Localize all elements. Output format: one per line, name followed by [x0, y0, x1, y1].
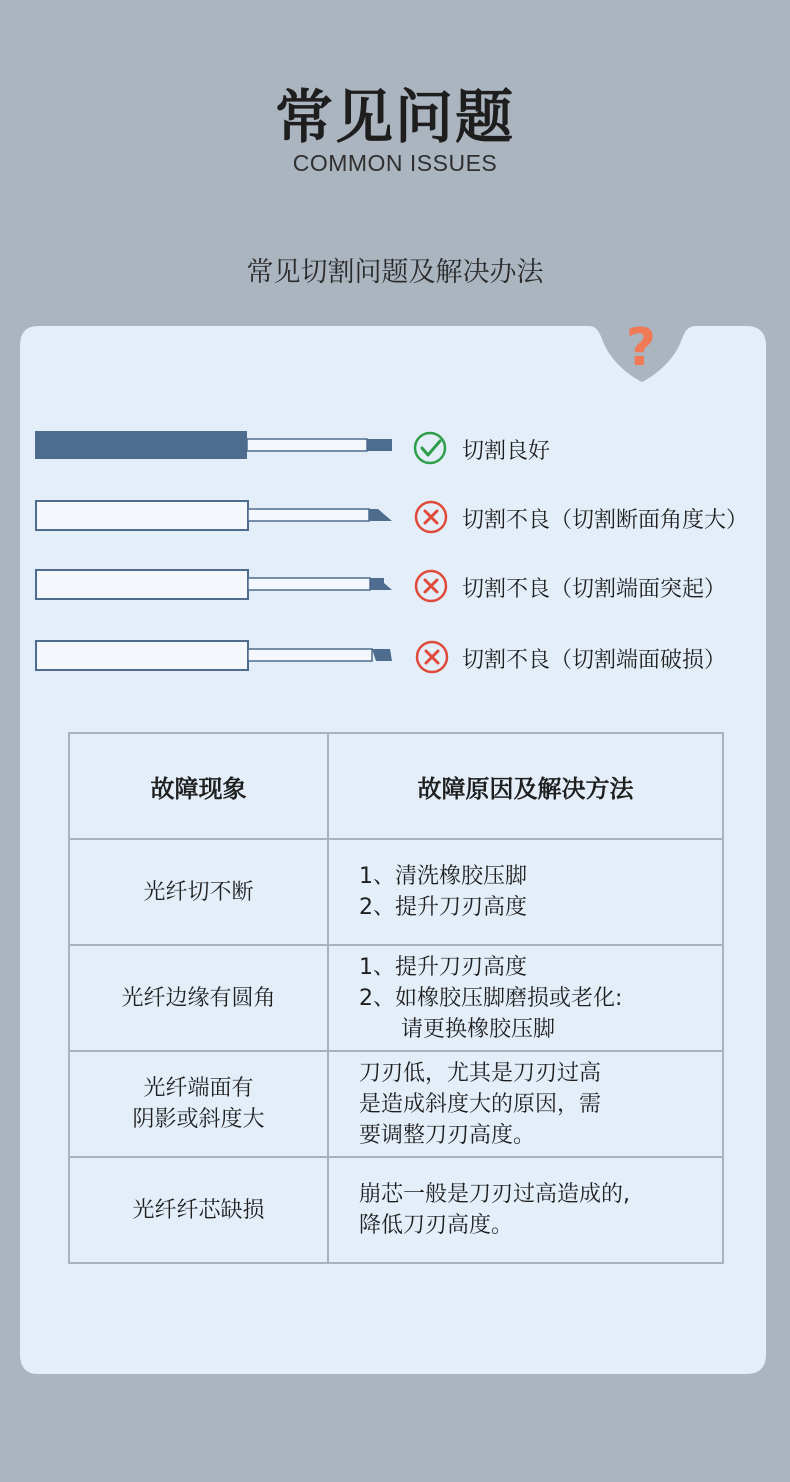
symptom-cell: [69, 1157, 328, 1263]
table-row: [69, 839, 723, 945]
table-row: [69, 945, 723, 1051]
issues-table: [68, 732, 724, 1264]
cut-example-broken: [0, 632, 790, 682]
solution-line: 1、提升刀刃高度: [359, 954, 527, 980]
solution-line: 是造成斜度大的原因，需: [359, 1091, 602, 1117]
symptom-line: 阴影或斜度大: [132, 1107, 265, 1132]
cut-label: 切割不良（切割端面破损）: [462, 648, 727, 673]
check-circle-icon: [415, 433, 445, 463]
solution-line: 2、提升刀刃高度: [359, 895, 527, 920]
solution-line: 要调整刀刃高度。: [359, 1122, 536, 1148]
solution-line: 1、清洗橡胶压脚: [359, 864, 527, 889]
symptom-line: 光纤切不断: [143, 879, 254, 905]
cut-example-angle: [0, 492, 790, 542]
symptom-cell: [69, 839, 328, 945]
solution-cell: [328, 1051, 723, 1157]
solution-line: 崩芯一般是刀刃过高造成的,: [359, 1182, 630, 1207]
section-heading: 常见切割问题及解决办法: [246, 257, 544, 288]
page-subtitle: COMMON ISSUES: [292, 150, 498, 176]
solution-cell: [328, 839, 723, 945]
solution-line: 降低刀刃高度。: [359, 1213, 514, 1238]
solution-line: 刀刃低，尤其是刀刃过高: [359, 1060, 602, 1086]
question-mark-icon: ?: [625, 318, 657, 378]
cut-label: 切割良好: [462, 439, 551, 464]
page-title: 常见问题: [274, 83, 515, 151]
cut-example-good: [0, 422, 790, 472]
table-header-row: [69, 733, 723, 839]
header-solution: 故障原因及解决方法: [328, 733, 723, 839]
fiber-good-illustration: [0, 422, 790, 472]
solution-cell: [328, 945, 723, 1051]
x-circle-icon: [416, 571, 446, 601]
cut-example-protrusion: [0, 561, 790, 611]
symptom-cell: [69, 945, 328, 1051]
x-circle-icon: [417, 642, 447, 672]
solution-cell: [328, 1157, 723, 1263]
x-circle-icon: [416, 502, 446, 532]
symptom-line: 光纤边缘有圆角: [121, 985, 276, 1011]
solution-line: 请更换橡胶压脚: [401, 1016, 556, 1042]
cut-label: 切割不良（切割断面角度大）: [462, 508, 749, 533]
symptom-line: 光纤端面有: [143, 1076, 254, 1101]
header-symptom: 故障现象: [69, 733, 328, 839]
cut-label: 切割不良（切割端面突起）: [462, 577, 727, 602]
table-row: [69, 1051, 723, 1157]
symptom-line: 光纤纤芯缺损: [132, 1197, 265, 1223]
solution-line: 2、如橡胶压脚磨损或老化:: [359, 985, 623, 1011]
table-row: [69, 1157, 723, 1263]
symptom-cell: [69, 1051, 328, 1157]
